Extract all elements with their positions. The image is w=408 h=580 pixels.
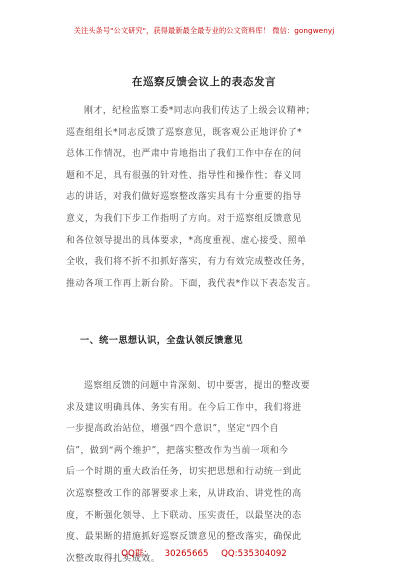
paragraph-line: 意义，为我们下步工作指明了方向。对于巡察组反馈意见 bbox=[66, 213, 302, 224]
paragraph-line: 求及建议明确具体、务实有用。在今后工作中，我们将进 bbox=[66, 402, 302, 413]
section-heading: 一、统一思想认识，全盘认领反馈意见 bbox=[80, 335, 243, 346]
paragraph-line: 志的讲话，对我们做好巡察整改落实具有十分重要的指导 bbox=[66, 192, 302, 203]
paragraph-line: 推动各项工作再上新台阶。下面，我代表*作以下表态发言。 bbox=[66, 278, 317, 289]
header-banner: 关注头条号"公文研究"，获得最新最全最专业的公文资料库！ 微信：gongwenyj bbox=[73, 26, 335, 35]
paragraph-line: 全收，我们将不折不扣抓好落实，有力有效完成整改任务， bbox=[66, 257, 312, 268]
paragraph-line: 次巡察整改工作的部署要求上来，从讲政治、讲党性的高 bbox=[66, 488, 302, 499]
paragraph-line: 一步提高政治站位，增强“四个意识”，坚定“四个自 bbox=[66, 424, 280, 435]
intro-paragraph bbox=[66, 101, 348, 295]
paragraph-line: 总体工作情况，也严肃中肯地指出了我们工作中存在的问 bbox=[66, 149, 302, 160]
footer-contact: QQ群： 30265665 QQ:535304092 bbox=[121, 549, 287, 559]
paragraph-line: 刚才，纪检监察工委*同志向我们传达了上级会议精神； bbox=[84, 106, 316, 116]
paragraph-line: 和各位领导提出的具体要求，*高度重视、虚心接受、照单 bbox=[66, 235, 307, 246]
paragraph-line: 后一个时期的重大政治任务，切实把思想和行动统一到此 bbox=[66, 467, 302, 478]
document-title: 在巡察反馈会议上的表态发言 bbox=[131, 76, 277, 88]
paragraph-line: 次整改取得扎实成效。 bbox=[66, 553, 161, 564]
paragraph-line: 巡查组组长*同志反馈了巡察意见，既客观公正地评价了* bbox=[66, 127, 303, 138]
paragraph-line: 题和不足，具有很强的针对性、指导性和操作性；春义同 bbox=[66, 170, 302, 181]
paragraph-line: 度、最果断的措施抓好巡察反馈意见的整改落实，确保此 bbox=[66, 532, 302, 543]
section1-paragraph bbox=[66, 376, 348, 570]
paragraph-line: 度，不断强化领导、上下联动、压实责任，以最坚决的态 bbox=[66, 510, 302, 521]
paragraph-line: 巡察组反馈的问题中肯深刻、切中要害，提出的整改要 bbox=[84, 381, 311, 391]
paragraph-line: 信”，做到“两个维护”，把落实整改作为当前一项和今 bbox=[66, 445, 289, 456]
